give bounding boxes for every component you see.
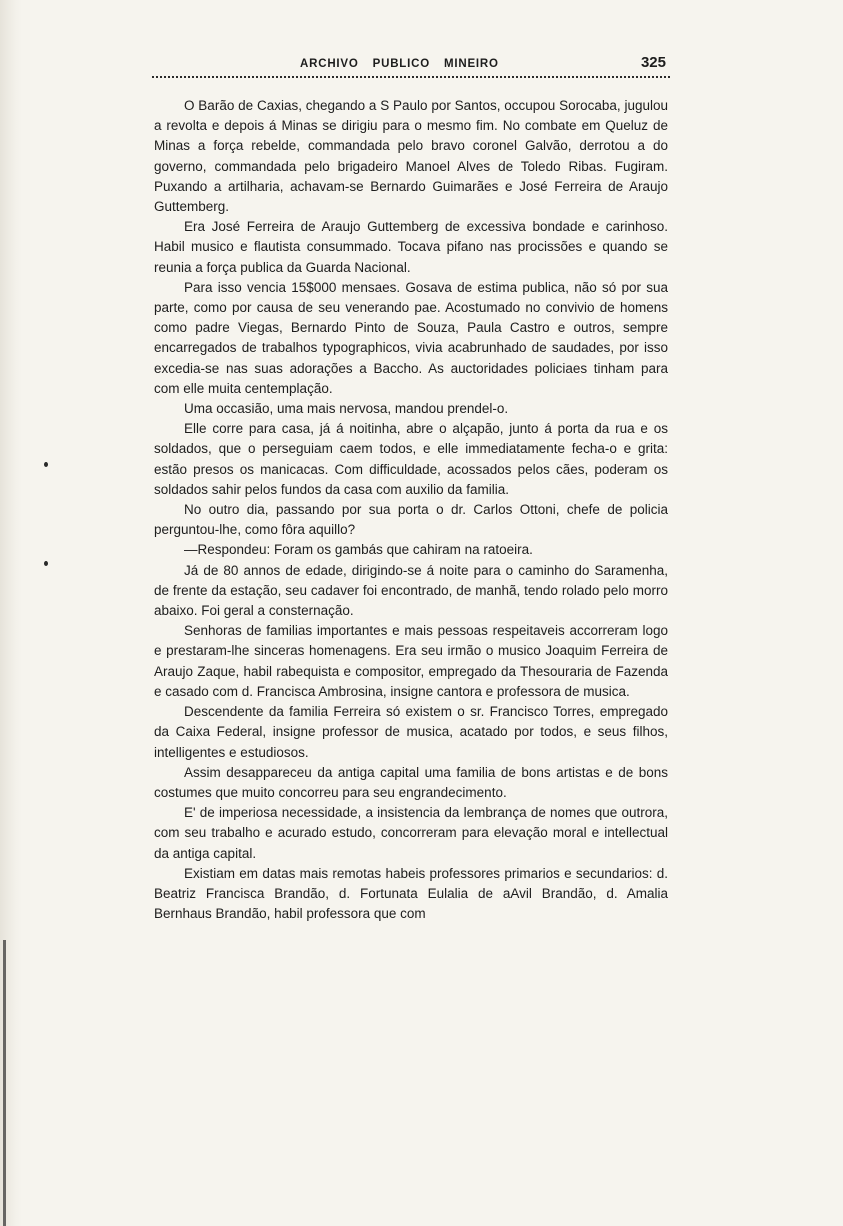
paragraph: Já de 80 annos de edade, dirigindo-se á noite para o caminho do Saramenha, de frente da estação, seu cadaver foi encontrado, de manhã, tendo rolado pelo morro abaixo. Foi geral a consternação. bbox=[154, 562, 668, 619]
binding-edge-line bbox=[3, 940, 6, 1226]
paragraph: No outro dia, passando por sua porta o dr. Carlos Ottoni, chefe de policia perguntou-lhe, como fôra aquillo? bbox=[154, 502, 668, 538]
running-title: ARCHIVO PUBLICO MINEIRO bbox=[300, 58, 499, 70]
page-number: 325 bbox=[640, 54, 666, 71]
paragraph: Senhoras de familias importantes e mais pessoas respeitaveis accorreram logo e prestaram-lhe sinceras homenagens. Era seu irmão o musico Joaquim Ferreira de Araujo Zaque, habil rabequista e compositor, empregado da Thesouraria de Fazenda e casado com d. Francisca Ambrosina, insigne cantora e professora de musica. bbox=[154, 623, 668, 699]
page-header bbox=[152, 52, 670, 78]
scan-speck bbox=[44, 561, 48, 566]
paragraph: Assim desappareceu da antiga capital uma familia de bons artistas e de bons costumes que muito concorreu para seu engrandecimento. bbox=[154, 764, 668, 800]
paragraph: —Respondeu: Foram os gambás que cahiram na ratoeira. bbox=[184, 542, 533, 558]
paragraph: Elle corre para casa, já á noitinha, abre o alçapão, junto á porta da rua e os soldados, que o perseguiam caem todos, e elle immediatamente fecha-o e grita: estão presos os manicacas. Com difficuldade, acossados pelos cães, poderam os soldados sahir pelos fundos da casa com auxilio da familia. bbox=[154, 421, 668, 497]
paragraph: O Barão de Caxias, chegando a S Paulo por Santos, occupou Sorocaba, jugulou a revolta e depois á Minas se dirigiu para o mesmo fim. No combate em Queluz de Minas a força rebelde, commandada pelo bravo coronel Galvão, derrotou a do governo, commandada pelo brigadeiro Manoel Alves de Toledo Ribas. Fugiram. Puxando a artilharia, achavam-se Bernardo Guimarães e José Ferreira de Araujo Guttemberg. bbox=[154, 98, 668, 215]
body-text bbox=[154, 96, 668, 924]
header-rule bbox=[152, 76, 670, 78]
paragraph: Para isso vencia 15$000 mensaes. Gosava de estima publica, não só por sua parte, como por causa de seu venerando pae. Acostumado no convivio de homens como padre Viegas, Bernardo Pinto de Souza, Paula Castro e outros, sempre encarregados de trabalhos typographicos, vivia acabrunhado de saudades, por isso excedia-se nas suas adorações a Baccho. As auctoridades policiaes tinham para com elle muita centemplação. bbox=[154, 279, 668, 396]
paragraph: Descendente da familia Ferreira só existem o sr. Francisco Torres, empregado da Caixa Federal, insigne professor de musica, acatado por todos, e seus filhos, intelligentes e estudiosos. bbox=[154, 704, 668, 760]
paragraph: E' de imperiosa necessidade, a insistencia da lembrança de nomes que outrora, com seu trabalho e acurado estudo, concorreram para elevação moral e intellectual da antiga capital. bbox=[154, 805, 668, 861]
paragraph: Era José Ferreira de Araujo Guttemberg de excessiva bondade e carinhoso. Habil musico e flautista consummado. Tocava pifano nas procissões e quando se reunia a força publica da Guarda Nacional. bbox=[154, 219, 668, 275]
paragraph: Uma occasião, uma mais nervosa, mandou prendel-o. bbox=[184, 401, 509, 417]
paragraph: Existiam em datas mais remotas habeis professores primarios e secundarios: d. Beatriz Francisca Brandão, d. Fortunata Eulalia de aAvil Brandão, d. Amalia Bernhaus Brandão, habil professora que com bbox=[154, 865, 668, 922]
scan-speck bbox=[44, 462, 48, 467]
